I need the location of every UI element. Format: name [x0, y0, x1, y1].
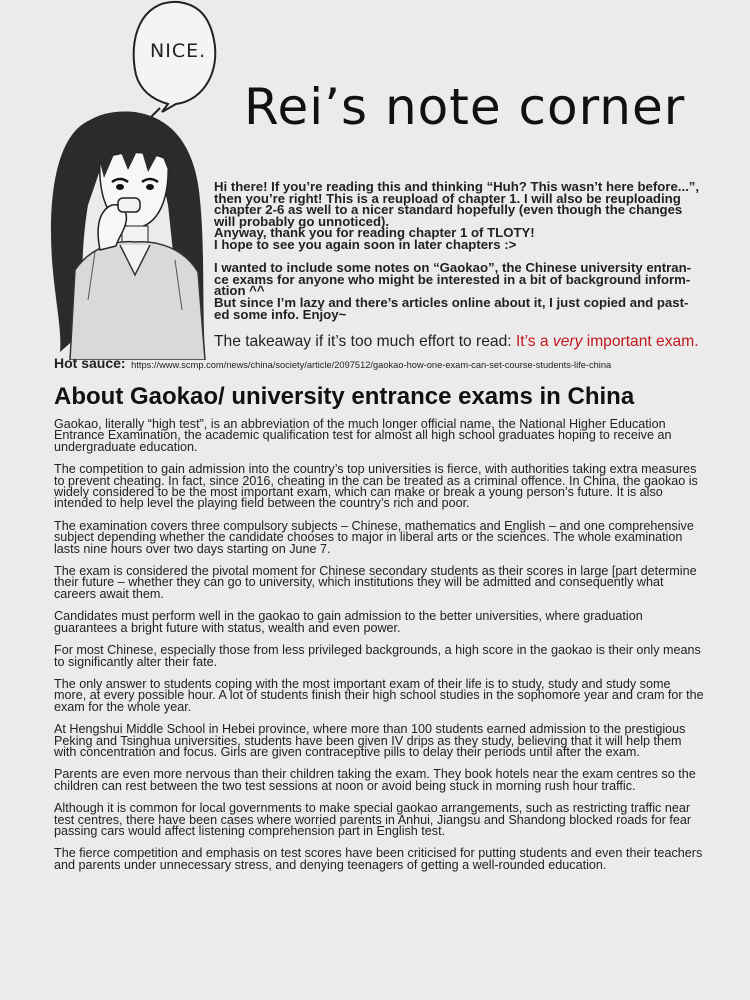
article-paragraph: The exam is considered the pivotal moment for Chinese secondary students as their scores in large [part determine their future – whether they can go to university, which institutions they will be admitted and consequently what careers await them. [54, 564, 697, 601]
article-paragraph: The fierce competition and emphasis on test scores have been criticised for putting students and even their teachers and parents under unnecessary stress, and denying teenagers of getting a well-rounded education. [54, 846, 703, 872]
article-paragraph: At Hengshui Middle School in Hebei province, where more than 100 students earned admission to the prestigious Peking and Tsinghua universities, students have been given IV drips as they study, believing that it will help them with concentration and focus. Girls are given contraceptive pills to delay their periods until after the exam. [54, 722, 686, 759]
intro-line: I wanted to include some notes on “Gaokao”, the Chinese university entran- [214, 260, 692, 276]
intro-line: then you’re right! This is a reupload of chapter 1. I will also be reuploading [214, 190, 681, 206]
page-title: Rei’s note corner [244, 78, 686, 136]
takeaway-highlight [516, 333, 699, 350]
takeaway-line [214, 333, 748, 351]
intro-line: ce exams for anyone who might be interested in a bit of background inform- [214, 271, 691, 287]
article-paragraph: Parents are even more nervous than their children taking the exam. They book hotels near the exam centres so the children can rest between the two test sessions at noon or avoid being stuck in morning rush hour traffic. [54, 767, 696, 793]
source-citation [54, 357, 744, 371]
article-paragraph: For most Chinese, especially those from less privileged backgrounds, a high score in the gaokao is their only means to significantly alter their fate. [54, 643, 701, 669]
takeaway-red-start: It’s a [515, 333, 553, 350]
takeaway-emphasis: very [552, 333, 583, 350]
article-paragraph: The competition to gain admission into the country’s top universities is fierce, with authorities taking extra measures to prevent cheating. In fact, since 2016, cheating in the can be treated as a criminal offence. In China, the gaokao is widely considered to be the most important exam, which can make or break a young person’s future. It is also intended to help level the playing field between the country’s rich and poor. [54, 462, 698, 511]
intro-line: Anyway, thank you for reading chapter 1 of TLOTY! [214, 225, 535, 241]
speech-bubble-text: NICE. [150, 40, 207, 62]
article-paragraph: The examination covers three compulsory subjects – Chinese, mathematics and English – and one comprehensive subject depending whether the candidate chooses to major in liberal arts or the sciences. The whole examination lasts nine hours over two days starting on June 7. [54, 518, 694, 556]
article-paragraph: The only answer to students coping with the most important exam of their life is to study, study and study some more, at every possible hour. A lot of students finish their high school studies in the sophomore year and cram for the exam for the whole year. [54, 676, 704, 714]
article-body [54, 419, 704, 882]
article-paragraph: Candidates must perform well in the gaokao to gain admission to the better universities, where graduation guarantees a bright future with status, wealth and even power. [54, 609, 643, 635]
takeaway-prefix: The takeaway if it’s too much effort to read: [214, 333, 516, 350]
intro-line: ation ^^ [214, 283, 265, 299]
takeaway-red-end: important exam. [582, 333, 699, 350]
intro-line: will probably go unnoticed). [214, 213, 390, 229]
article-heading: About Gaokao/ university entrance exams in China [54, 383, 635, 410]
intro-line: ed some info. Enjoy~ [214, 306, 347, 322]
intro-notes [214, 181, 738, 320]
intro-line: I hope to see you again soon in later chapters :> [214, 236, 517, 252]
source-url[interactable]: https://www.scmp.com/news/china/society/article/2097512/gaokao-how-one-exam-can-set-course-students-life-china [131, 360, 612, 370]
intro-line: chapter 2-6 as well to a nicer standard hopefully (even though the changes [214, 202, 683, 218]
source-label: Hot sauce: [54, 355, 126, 371]
article-paragraph: Gaokao, literally “high test”, is an abbreviation of the much longer official name, the National Higher Education Entrance Examination, the academic qualification test for almost all high school graduates hoping to receive an undergraduate education. [54, 417, 672, 454]
intro-line: Hi there! If you’re reading this and thinking “Huh? This wasn’t here before...”, [214, 179, 700, 194]
article-paragraph: Although it is common for local governments to make special gaokao arrangements, such as restricting traffic near test centres, there have been cases where worried parents in Anhui, Jiangsu and Shandong blocked roads for fear passing cars would affect listening comprehension part in English test. [54, 801, 692, 838]
intro-line: But since I’m lazy and there’s articles online about it, I just copied and past- [214, 294, 689, 310]
